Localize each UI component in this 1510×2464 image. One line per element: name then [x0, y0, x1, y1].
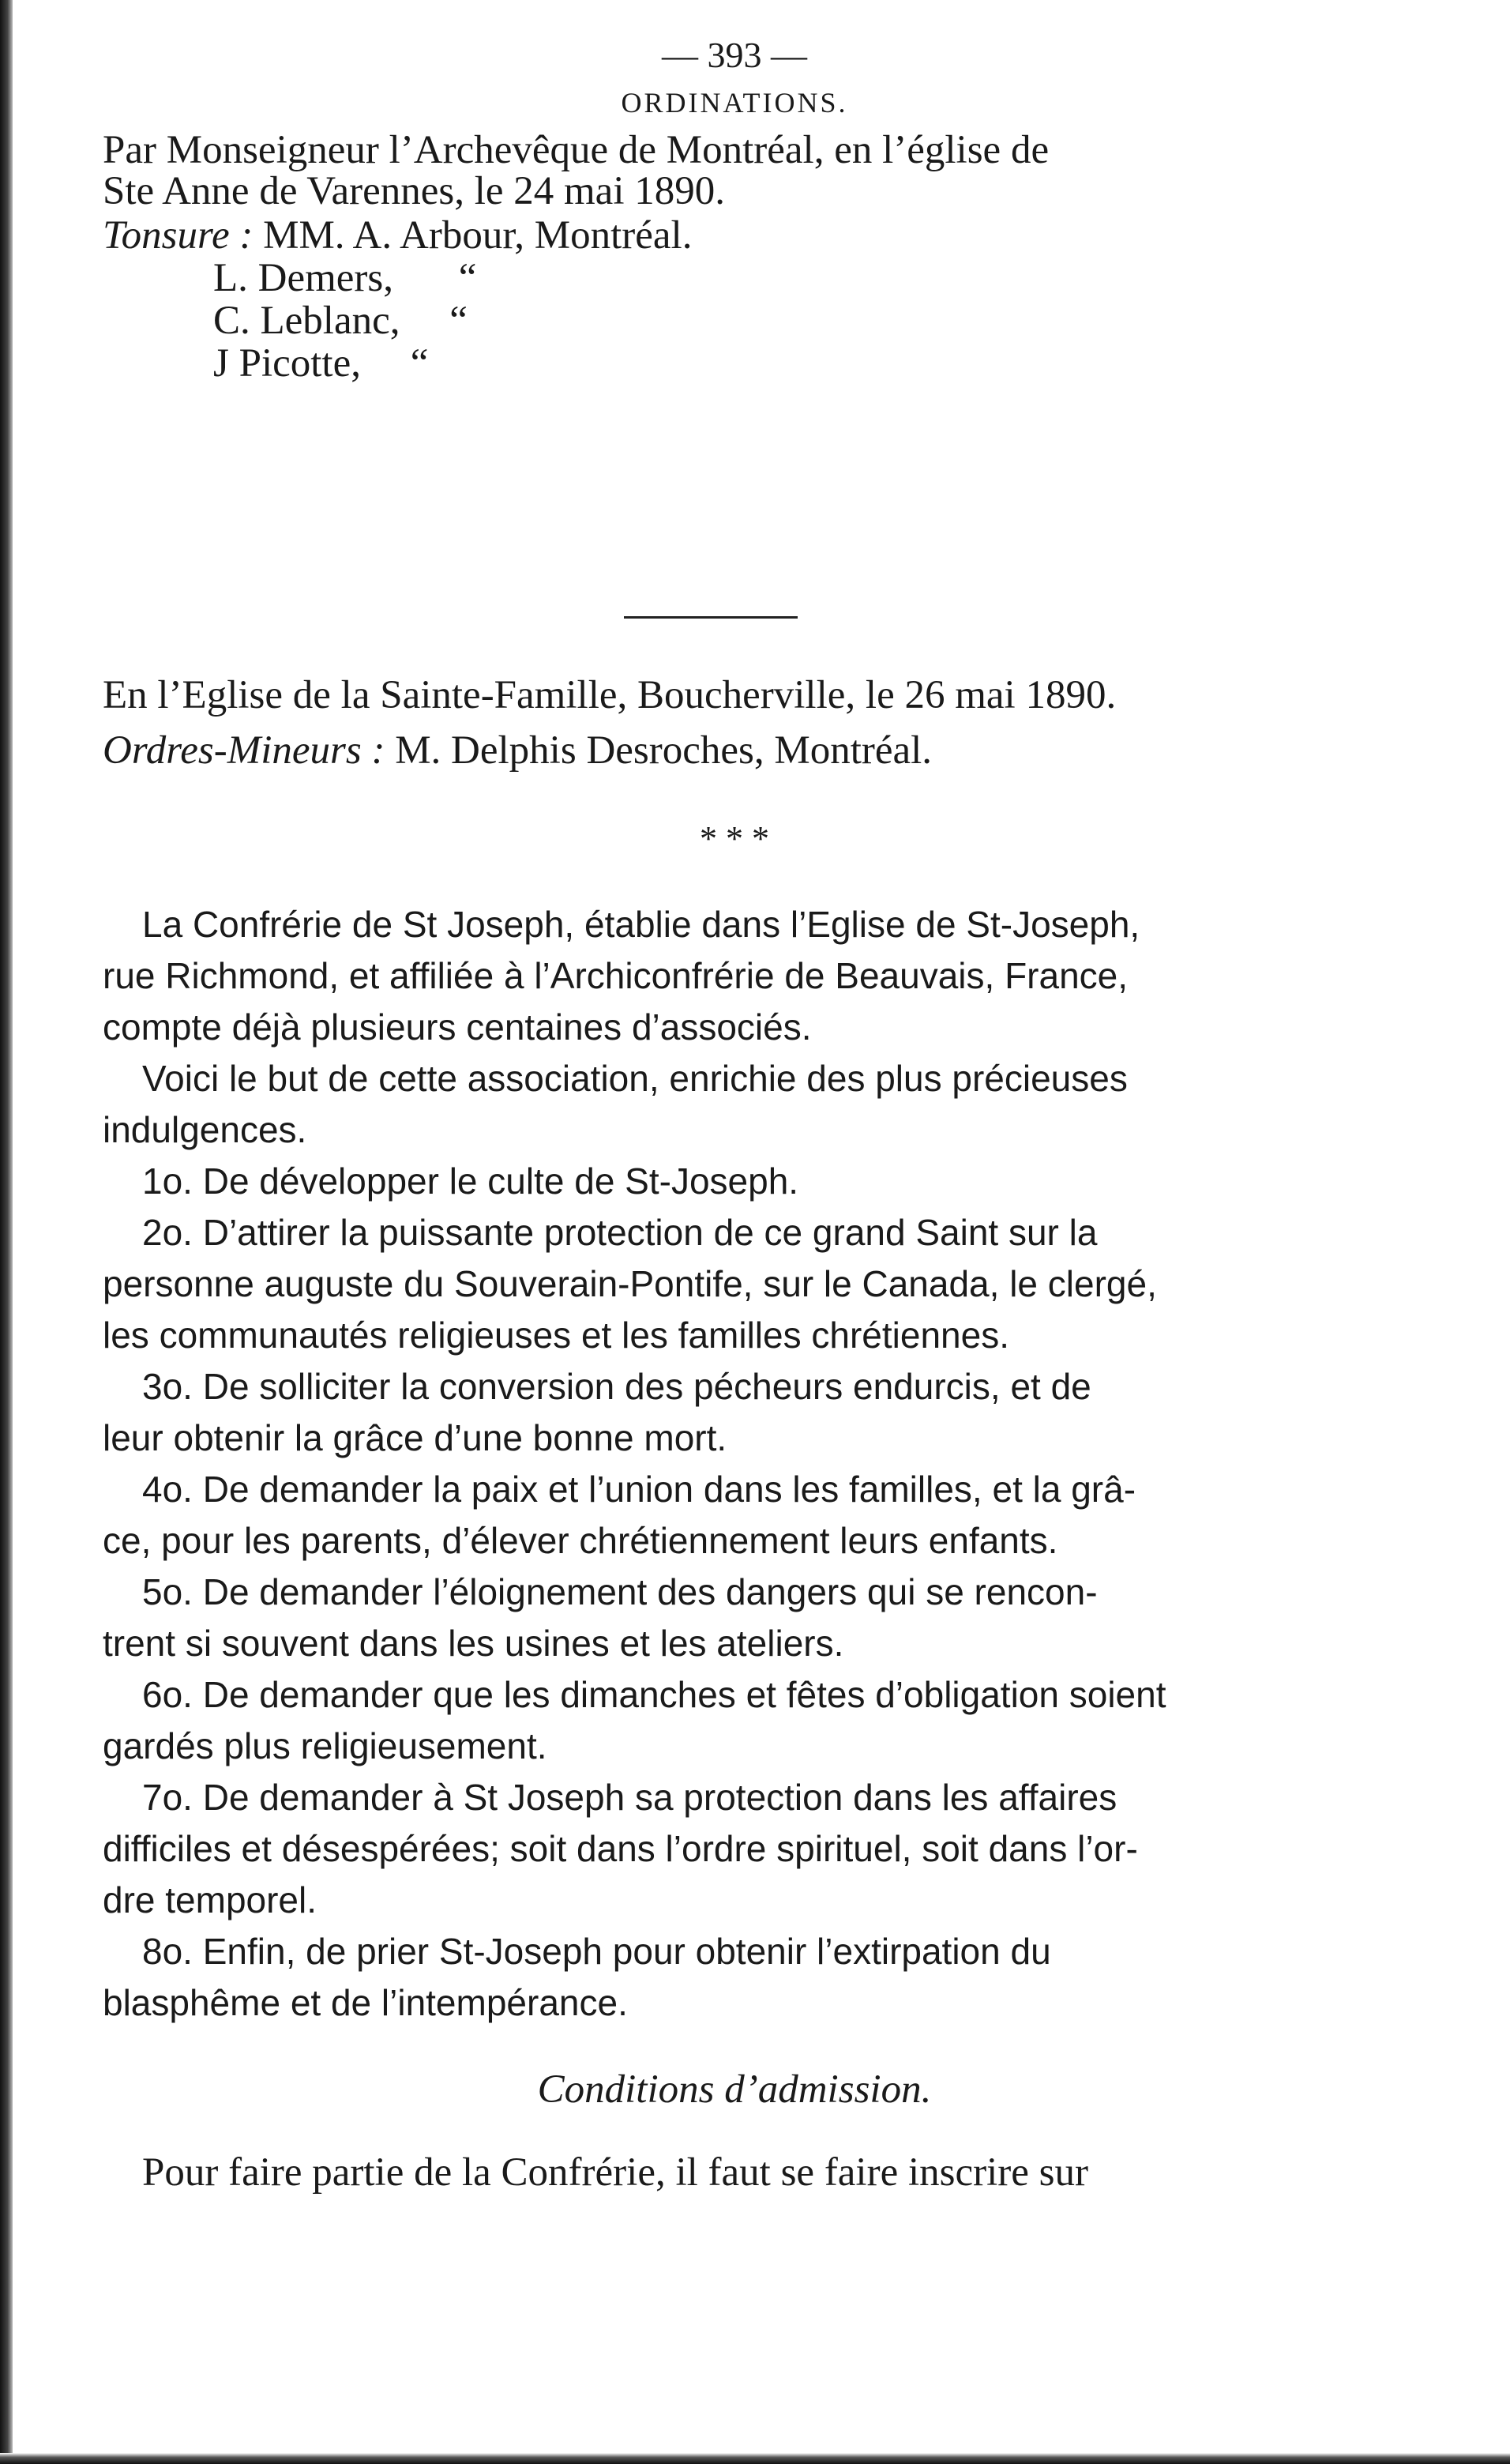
ditto-mark: “ — [410, 341, 429, 386]
text-line: 6o. De demander que les dimanches et fêtes d’obligation soient — [142, 1674, 1166, 1715]
minor-orders-label: Ordres-Mineurs : — [103, 728, 385, 773]
text-line: dre temporel. — [103, 1879, 317, 1920]
text-line: trent si souvent dans les usines et les ateliers. — [103, 1623, 844, 1664]
minor-orders-value: M. Delphis Desroches, Montréal. — [395, 728, 933, 773]
text-line: La Confrérie de St Joseph, établie dans l’Eglise de St-Joseph, — [142, 904, 1140, 945]
text-line: ce, pour les parents, d’élever chrétiennement leurs enfants. — [103, 1520, 1058, 1561]
text-line: 4o. De demander la paix et l’union dans les familles, et la grâ- — [142, 1469, 1136, 1510]
ordination-1-line-2: Ste Anne de Varennes, le 24 mai 1890. — [103, 169, 725, 213]
text-line: 7o. De demander à St Joseph sa protection dans les affaires — [142, 1777, 1117, 1818]
tonsure-name-row-2 — [213, 254, 476, 302]
page-number: — 393 — — [662, 35, 807, 75]
text-line: Voici le but de cette association, enrichie des plus précieuses — [142, 1058, 1128, 1099]
text-line: leur obtenir la grâce d’une bonne mort. — [103, 1417, 727, 1458]
tonsure-name-row-3 — [213, 297, 468, 344]
tonsure-row — [103, 212, 692, 259]
tonsure-name-4: J Picotte, — [213, 341, 361, 386]
minor-orders-row — [103, 727, 932, 774]
text-line: compte déjà plusieurs centaines d’associés. — [103, 1006, 812, 1048]
conditions-title: Conditions d’admission. — [537, 2067, 932, 2112]
text-line: les communautés religieuses et les familles chrétiennes. — [103, 1315, 1009, 1356]
tonsure-name-3: C. Leblanc, — [213, 299, 400, 343]
text-line: blasphême et de l’intempérance. — [103, 1982, 628, 2023]
text-line: 8o. Enfin, de prier St-Joseph pour obtenir l’extirpation du — [142, 1931, 1051, 1972]
last-line: Pour faire partie de la Confrérie, il faut se faire inscrire sur — [142, 2150, 1088, 2195]
text-line: difficiles et désespérées; soit dans l’ordre spirituel, soit dans l’or- — [103, 1828, 1138, 1869]
tonsure-name-row-4 — [213, 340, 428, 387]
ditto-mark: “ — [458, 256, 477, 300]
tonsure-name-1: MM. A. Arbour, Montréal. — [263, 213, 693, 258]
ordination-2-line-1: En l’Eglise de la Sainte-Famille, Boucherville, le 26 mai 1890. — [103, 673, 1117, 717]
text-line: 1o. De développer le culte de St-Joseph. — [142, 1161, 799, 1202]
ordination-1-line-1: Par Monseigneur l’Archevêque de Montréal, en l’église de — [103, 128, 1050, 172]
text-line: 5o. De demander l’éloignement des dangers qui se rencon- — [142, 1571, 1098, 1612]
page-bottom-edge — [0, 2453, 1510, 2464]
text-line: 3o. De solliciter la conversion des pécheurs endurcis, et de — [142, 1366, 1091, 1407]
tonsure-name-2: L. Demers, — [213, 256, 394, 300]
ditto-mark: “ — [449, 299, 468, 343]
text-line: 2o. D’attirer la puissante protection de ce grand Saint sur la — [142, 1212, 1098, 1253]
tonsure-label: Tonsure : — [103, 213, 254, 258]
section-title: ORDINATIONS. — [621, 87, 848, 118]
text-line: rue Richmond, et affiliée à l’Archiconfrérie de Beauvais, France, — [103, 955, 1129, 996]
text-line: gardés plus religieusement. — [103, 1725, 547, 1766]
page-binding-shadow — [0, 0, 13, 2464]
asterism: * * * — [700, 819, 769, 858]
text-line: indulgences. — [103, 1109, 307, 1150]
text-line: personne auguste du Souverain-Pontife, sur le Canada, le clergé, — [103, 1263, 1157, 1304]
section-divider — [624, 616, 798, 619]
